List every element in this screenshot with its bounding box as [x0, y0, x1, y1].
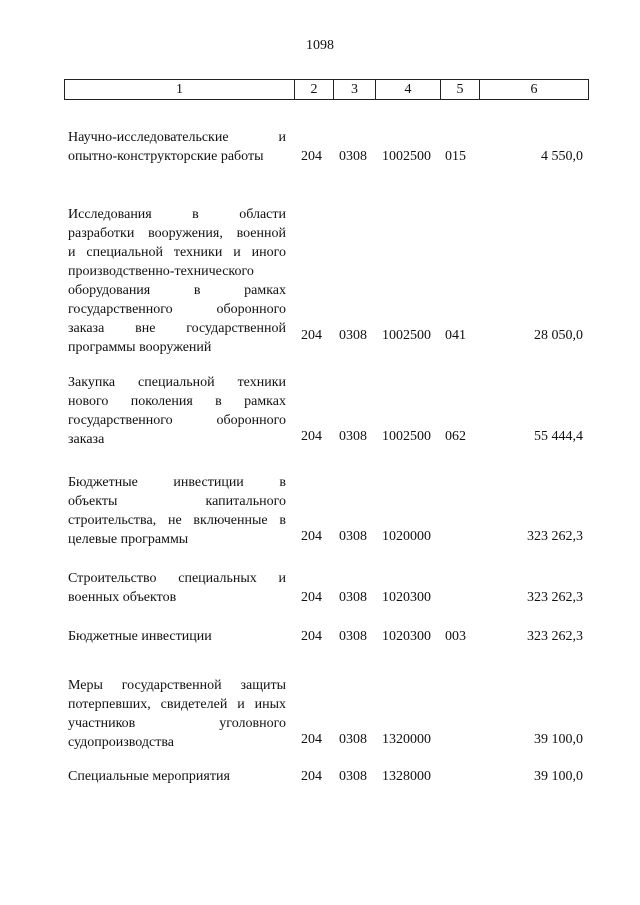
cell-col-6: 39 100,0 — [534, 732, 583, 747]
description-line: оборудования в рамках — [68, 283, 286, 298]
cell-col-4: 1002500 — [382, 328, 431, 343]
cell-col-4: 1002500 — [382, 429, 431, 444]
cell-col-5: 041 — [445, 328, 466, 343]
cell-col-2: 204 — [301, 732, 322, 747]
description-line: государственного оборонного — [68, 413, 286, 428]
description-line: судопроизводства — [68, 735, 174, 750]
cell-col-6: 323 262,3 — [527, 529, 583, 544]
cell-col-2: 204 — [301, 328, 322, 343]
description-line: потерпевших, свидетелей и иных — [68, 697, 286, 712]
row-description — [68, 205, 286, 357]
description-line: и специальной техники и иного — [68, 245, 286, 260]
cell-col-2: 204 — [301, 769, 322, 784]
page-number: 1098 — [306, 38, 334, 53]
description-line: опытно-конструкторские работы — [68, 149, 264, 164]
description-line: Научно-исследовательские и — [68, 130, 286, 145]
row-description — [68, 676, 286, 752]
column-header-4: 4 — [376, 80, 441, 100]
cell-col-5: 062 — [445, 429, 466, 444]
column-header-table — [64, 79, 589, 100]
cell-col-3: 0308 — [339, 328, 367, 343]
cell-col-3: 0308 — [339, 769, 367, 784]
cell-col-6: 323 262,3 — [527, 590, 583, 605]
row-description — [68, 473, 286, 549]
cell-col-4: 1020300 — [382, 629, 431, 644]
description-line: Закупка специальной техники — [68, 375, 286, 390]
description-line: участников уголовного — [68, 716, 286, 731]
description-line: нового поколения в рамках — [68, 394, 286, 409]
cell-col-6: 28 050,0 — [534, 328, 583, 343]
description-line: Исследования в области — [68, 207, 286, 222]
description-line: Бюджетные инвестиции в — [68, 475, 286, 490]
description-line: разработки вооружения, военной — [68, 226, 286, 241]
cell-col-4: 1020300 — [382, 590, 431, 605]
row-description — [68, 569, 286, 607]
column-header-5: 5 — [441, 80, 480, 100]
description-line: программы вооружений — [68, 340, 212, 355]
row-description — [68, 373, 286, 449]
cell-col-6: 55 444,4 — [534, 429, 583, 444]
description-line: заказа вне государственной — [68, 321, 286, 336]
column-header-3: 3 — [334, 80, 376, 100]
cell-col-6: 323 262,3 — [527, 629, 583, 644]
column-header-1: 1 — [65, 80, 295, 100]
cell-col-2: 204 — [301, 149, 322, 164]
cell-col-4: 1020000 — [382, 529, 431, 544]
cell-col-2: 204 — [301, 529, 322, 544]
cell-col-2: 204 — [301, 429, 322, 444]
cell-col-4: 1328000 — [382, 769, 431, 784]
description-line: целевые программы — [68, 532, 189, 547]
cell-col-2: 204 — [301, 629, 322, 644]
cell-col-3: 0308 — [339, 732, 367, 747]
cell-col-6: 4 550,0 — [541, 149, 583, 164]
row-description — [68, 627, 286, 646]
cell-col-3: 0308 — [339, 149, 367, 164]
description-line: Специальные мероприятия — [68, 769, 230, 784]
description-line: военных объектов — [68, 590, 177, 605]
cell-col-3: 0308 — [339, 529, 367, 544]
description-line: Бюджетные инвестиции — [68, 629, 212, 644]
cell-col-3: 0308 — [339, 429, 367, 444]
description-line: строительства, не включенные в — [68, 513, 286, 528]
column-header-2: 2 — [295, 80, 334, 100]
cell-col-5: 003 — [445, 629, 466, 644]
column-header-6: 6 — [480, 80, 589, 100]
description-line: производственно-технического — [68, 264, 254, 279]
description-line: Меры государственной защиты — [68, 678, 286, 693]
cell-col-4: 1002500 — [382, 149, 431, 164]
cell-col-4: 1320000 — [382, 732, 431, 747]
cell-col-2: 204 — [301, 590, 322, 605]
cell-col-3: 0308 — [339, 590, 367, 605]
cell-col-6: 39 100,0 — [534, 769, 583, 784]
description-line: объекты капитального — [68, 494, 286, 509]
cell-col-3: 0308 — [339, 629, 367, 644]
description-line: Строительство специальных и — [68, 571, 286, 586]
description-line: заказа — [68, 432, 105, 447]
cell-col-5: 015 — [445, 149, 466, 164]
row-description — [68, 767, 286, 786]
row-description — [68, 128, 286, 166]
description-line: государственного оборонного — [68, 302, 286, 317]
